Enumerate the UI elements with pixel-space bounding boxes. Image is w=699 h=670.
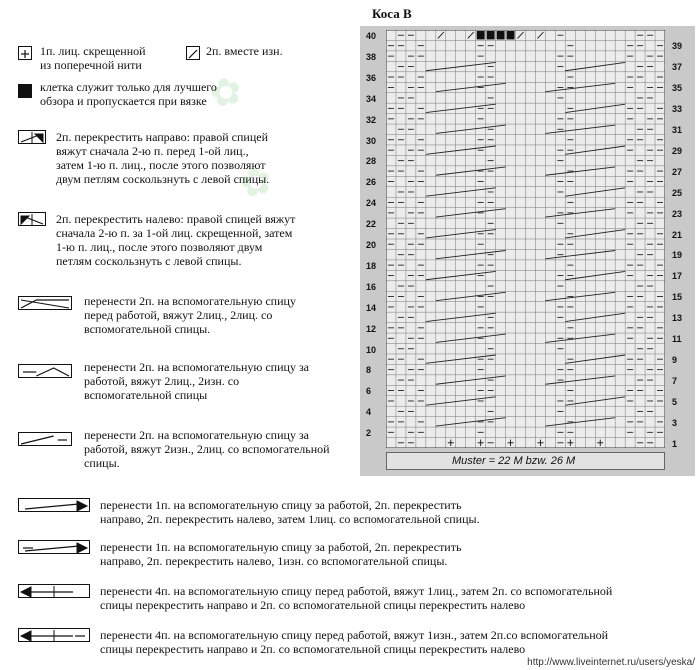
chart-cable-line: [436, 125, 506, 133]
row-number-left: 4: [366, 407, 372, 418]
row-number-left: 22: [366, 219, 377, 230]
legend-symbol-ktbl-icon: [18, 46, 32, 60]
row-number-right: 3: [672, 417, 678, 428]
legend-symbol-k2tog-icon: [186, 46, 200, 60]
chart-k2tog-mark: [468, 32, 474, 38]
row-number-right: 17: [672, 271, 683, 282]
row-number-left: 6: [366, 386, 372, 397]
row-number-right: 35: [672, 83, 683, 94]
chart-cable-line: [436, 292, 506, 300]
legend-symbol-noStitch-icon: [18, 84, 32, 98]
chart-cable-line: [545, 292, 615, 300]
legend-text-c4bp: перенести 2п. на вспомогательную спицу за работой, вяжут 2изн., 2лиц. со вспомогательной спицы.: [84, 428, 330, 470]
chart-cable-line: [436, 250, 506, 258]
row-number-right: 29: [672, 145, 683, 156]
knitting-chart-grid: [386, 30, 665, 448]
legend-text-crossLeft: 2п. перекрестить налево: правой спицей вяжут сначала 2-ю п. за 1-ой лиц. скрещенной, затем 1-ю п. лиц., после этого позволяют двум петлям соскользнуть с левой спицы.: [56, 212, 296, 268]
chart-cable-line: [545, 376, 615, 384]
row-number-left: 24: [366, 198, 377, 209]
chart-k2tog-mark: [518, 32, 524, 38]
row-number-left: 2: [366, 428, 372, 439]
legend-text-c4b: перенести 2п. на вспомогательную спицу за работой, вяжут 2лиц., 2изн. со вспомогательной спицы: [84, 360, 310, 402]
row-number-left: 8: [366, 365, 372, 376]
chart-cable-line: [426, 104, 496, 112]
chart-cable-line: [426, 146, 496, 154]
row-number-right: 5: [672, 396, 678, 407]
legend-symbol-c5a-icon: [18, 498, 90, 512]
row-number-left: 10: [366, 344, 377, 355]
row-number-right: 33: [672, 104, 683, 115]
row-number-right: 11: [672, 334, 682, 345]
chart-black-cell: [507, 31, 515, 39]
chart-cable-line: [545, 250, 615, 258]
row-number-right: 19: [672, 250, 683, 261]
legend-symbol-crossLeft-icon: [18, 212, 46, 226]
chart-cable-line: [436, 83, 506, 91]
chart-black-cell: [477, 31, 485, 39]
row-number-right: 37: [672, 62, 683, 73]
chart-cable-line: [436, 418, 506, 426]
row-number-right: 9: [672, 354, 678, 365]
legend-symbol-c8b-icon: [18, 628, 90, 642]
row-number-left: 20: [366, 240, 377, 250]
chart-cable-line: [426, 313, 496, 321]
legend-symbol-c4bp-icon: [18, 432, 72, 446]
background-watermark-2: ✿: [235, 158, 277, 208]
row-number-right: 31: [672, 125, 683, 136]
row-number-left: 18: [366, 260, 377, 271]
legend-symbol-c5b-icon: [18, 540, 90, 554]
chart-k2tog-mark: [438, 32, 444, 38]
chart-cable-line: [426, 230, 496, 238]
source-url: http://www.liveinternet.ru/users/yeska/: [527, 657, 695, 668]
chart-cable-line: [426, 62, 496, 70]
chart-k2tog-mark: [537, 32, 543, 38]
row-number-right: 27: [672, 166, 683, 177]
row-number-left: 36: [366, 72, 377, 83]
row-number-left: 32: [366, 114, 377, 125]
legend-text-c5a: перенести 1п. на вспомогательную спицу за работой, 2п. перекрестить направо, 2п. перекрестить налево, затем 1лиц. со вспомогательной спицы.: [100, 498, 480, 526]
legend-symbol-c4f-icon: [18, 296, 72, 310]
row-number-left: 28: [366, 156, 377, 167]
chart-cable-line: [436, 209, 506, 217]
row-number-right: 25: [672, 187, 683, 198]
chart-cable-line: [545, 334, 615, 342]
row-number-left: 34: [366, 93, 377, 104]
row-number-left: 26: [366, 177, 377, 188]
row-number-right: 23: [672, 208, 683, 219]
row-number-right: 15: [672, 292, 683, 303]
chart-cable-line: [426, 355, 496, 363]
chart-black-cell: [487, 31, 495, 39]
row-number-right: 13: [672, 313, 683, 324]
legend-text-c8b: перенести 4п. на вспомогательную спицу перед работой, вяжут 1изн., затем 2п.со вспомогательной спицы перекрестить направо и 2п. со вспомогательной спицы перекрестить налево: [100, 628, 609, 656]
pattern-repeat-label: Muster = 22 M bzw. 26 M: [452, 455, 576, 467]
row-number-right: 1: [672, 438, 678, 449]
row-number-right: 21: [672, 229, 683, 240]
row-number-left: 12: [366, 323, 377, 334]
chart-cable-line: [545, 125, 615, 133]
legend-text-noStitch: клетка служит только для лучшего обзора и пропускается при вязке: [40, 80, 217, 108]
chart-cable-line: [426, 397, 496, 405]
chart-cable-line: [436, 376, 506, 384]
legend-symbol-c8a-icon: [18, 584, 90, 598]
chart-title: Коса В: [372, 6, 412, 21]
legend-text-crossRight: 2п. перекрестить направо: правой спицей вяжут сначала 2-ю п. перед 1-ой лиц., затем 1-ю п. лиц., после этого позволяют двум петлям соскользнуть с левой спицы.: [56, 130, 270, 186]
row-number-left: 30: [366, 135, 377, 146]
chart-black-cell: [497, 31, 505, 39]
chart-cable-line: [545, 418, 615, 426]
chart-cable-line: [436, 167, 506, 175]
row-number-right: 7: [672, 375, 678, 386]
row-number-left: 40: [366, 31, 377, 41]
chart-cable-line: [545, 83, 615, 91]
legend-text-c8a: перенести 4п. на вспомогательную спицу перед работой, вяжут 1лиц., затем 2п. со вспомогательной спицы перекрестить направо и 2п. со вспомогательной спицы перекрестить налево: [100, 584, 613, 612]
chart-cable-line: [545, 167, 615, 175]
legend-text-c4f: перенести 2п. на вспомогательную спицу перед работой, вяжут 2лиц., 2лиц. со вспомогательной спицы.: [84, 294, 296, 336]
row-number-right: 39: [672, 41, 683, 52]
chart-cable-line: [436, 334, 506, 342]
row-number-left: 14: [366, 302, 377, 313]
row-number-left: 38: [366, 51, 377, 62]
row-number-left: 16: [366, 281, 377, 292]
legend-symbol-c4b-icon: [18, 364, 72, 378]
chart-cable-line: [426, 188, 496, 196]
legend-text-ktbl: 1п. лиц. скрещенной из поперечной нити: [40, 44, 146, 72]
chart-cable-line: [545, 209, 615, 217]
background-watermark-1: ✿: [205, 68, 247, 118]
legend-text-c5b: перенести 1п. на вспомогательную спицу за работой, 2п. перекрестить направо, 2п. перекрестить налево, 1изн. со вспомогательной спицы.: [100, 540, 462, 568]
legend-symbol-crossRight-icon: [18, 130, 46, 144]
legend-text-k2tog: 2п. вместе изн.: [206, 44, 283, 58]
chart-cable-line: [426, 271, 496, 279]
